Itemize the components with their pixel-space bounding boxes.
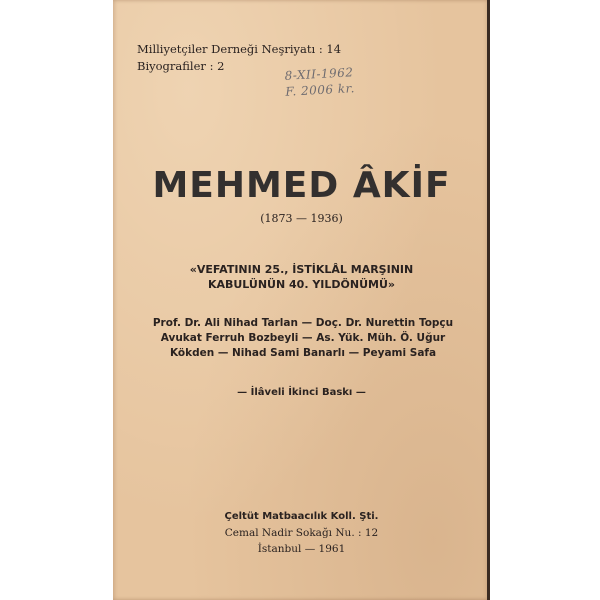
subtitle-line-1: «VEFATININ 25., İSTİKLÂL MARŞININ xyxy=(189,263,414,276)
book-title: MEHMED ÂKİF xyxy=(152,165,451,206)
handwritten-note xyxy=(284,64,355,100)
book-title-page xyxy=(113,0,490,600)
subtitle-line-2: KABULÜNÜN 40. YILDÖNÜMÜ» xyxy=(207,278,396,291)
authors-list xyxy=(143,316,463,361)
authors-line-2: Avukat Ferruh Bozbeyli — As. Yük. Müh. Ö. Uğur xyxy=(160,332,446,344)
printer-name: Çeltüt Matbaacılık Koll. Şti. xyxy=(224,511,379,522)
subtitle xyxy=(113,262,490,292)
printer-info xyxy=(113,509,490,557)
series-line-publisher: Milliyetçiler Derneği Neşriyatı : 14 xyxy=(137,42,342,56)
authors-line-3: Kökden — Nihad Sami Banarlı — Peyami Safa xyxy=(169,347,437,359)
series-line-biography: Biyografiler : 2 xyxy=(137,59,225,73)
handwritten-price: F. 2006 kr. xyxy=(285,81,356,99)
handwritten-date: 8-XII-1962 xyxy=(284,65,354,83)
printer-address: Cemal Nadir Sokağı Nu. : 12 xyxy=(224,527,379,539)
printer-city-year: İstanbul — 1961 xyxy=(257,543,346,555)
life-dates: (1873 — 1936) xyxy=(260,212,343,225)
authors-line-1: Prof. Dr. Ali Nihad Tarlan — Doç. Dr. Nurettin Topçu xyxy=(152,317,454,329)
edition-note: — İlâveli İkinci Baskı — xyxy=(237,387,366,398)
